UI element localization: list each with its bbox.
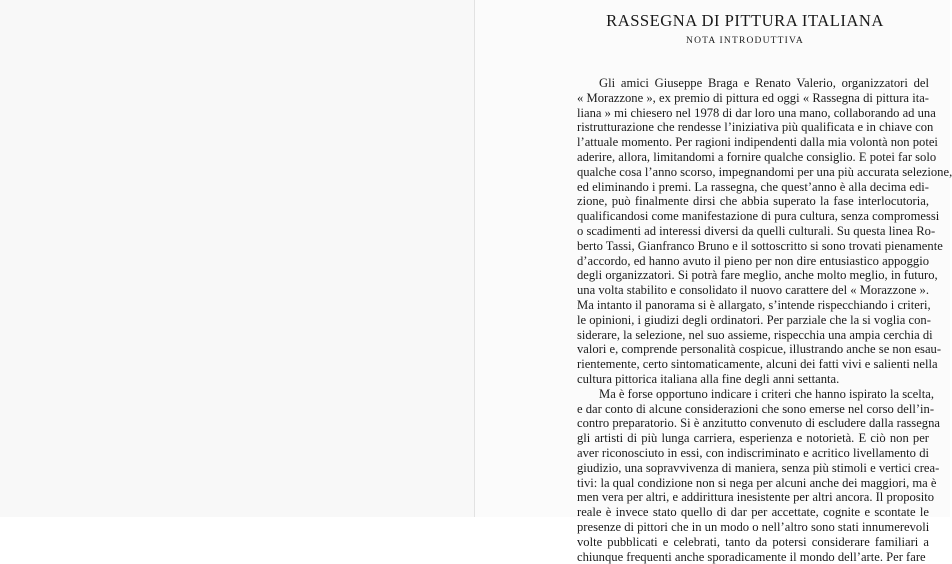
text-line: tivi: la qual condizione non si nega per alcuni anche dei maggiori, ma è <box>577 476 929 491</box>
text-line: le opinioni, i giudizi degli ordinatori. Per parziale che la si voglia con- <box>577 313 929 328</box>
text-line: Ma è forse opportuno indicare i criteri che hanno ispirato la scelta, <box>577 387 929 402</box>
text-line: men vera per altri, e addirittura inesistente per altri ancora. Il proposito <box>577 490 929 505</box>
text-line: contro preparatorio. Si è anzitutto convenuto di escludere dalla rassegna <box>577 416 929 431</box>
text-line: aderire, allora, limitandomi a fornire qualche consiglio. E potei far solo <box>577 150 929 165</box>
text-line: Ma intanto il panorama si è allargato, s’intende rispecchiando i criteri, <box>577 298 929 313</box>
paragraph <box>577 387 929 564</box>
text-line: rientemente, certo sintomaticamente, alcuni dei fatti vivi e salienti nella <box>577 357 929 372</box>
text-line: l’attuale momento. Per ragioni indipendenti dalla mia volontà non potei <box>577 135 929 150</box>
text-line: aver riconosciuto in essi, con indiscriminato e acritico livellamento di <box>577 446 929 461</box>
text-line: liana » mi chiesero nel 1978 di dar loro una mano, collaborando ad una <box>577 106 929 121</box>
text-line: zione, può finalmente dirsi che abbia superato la fase interlocutoria, <box>577 194 929 209</box>
body-text <box>577 76 929 564</box>
page-header <box>575 11 915 47</box>
text-line: una volta stabilito e consolidato il nuovo carattere del « Morazzone ». <box>577 283 929 298</box>
left-page-blank <box>0 0 475 517</box>
text-line: volte pubblicati e celebrati, tanto da potersi considerare familiari a <box>577 535 929 550</box>
text-line: giudizio, una sopravvivenza di maniera, senza più stimoli e vertici crea- <box>577 461 929 476</box>
text-line: gli artisti di più lunga carriera, esperienza e notorietà. E ciò non per <box>577 431 929 446</box>
text-line: valori e, comprende personalità cospicue, illustrando anche se non esau- <box>577 342 929 357</box>
text-line: ed eliminando i premi. La rassegna, che quest’anno è alla decima edi- <box>577 180 929 195</box>
text-line: e dar conto di alcune considerazioni che sono emerse nel corso dell’in- <box>577 402 929 417</box>
page-subtitle: NOTA INTRODUTTIVA <box>575 35 915 47</box>
paragraph <box>577 76 929 387</box>
text-line: siderare, la selezione, nel suo assieme, rispecchia una ampia cerchia di <box>577 328 929 343</box>
text-line: presenze di pittori che in un modo o nell’altro sono stati innumerevoli <box>577 520 929 535</box>
text-line: reale è invece stato quello di dar per accettate, cognite e scontate le <box>577 505 929 520</box>
page-title: RASSEGNA DI PITTURA ITALIANA <box>575 11 915 31</box>
text-line: o scadimenti ad interessi diversi da quelli culturali. Su questa linea Ro- <box>577 224 929 239</box>
text-line: ristrutturazione che rendesse l’iniziativa più qualificata e in chiave con <box>577 120 929 135</box>
text-line: chiunque frequenti anche sporadicamente il mondo dell’arte. Per fare <box>577 550 929 564</box>
text-line: degli organizzatori. Si potrà fare meglio, anche molto meglio, in futuro, <box>577 268 929 283</box>
text-line: qualche cosa l’anno scorso, impegnandomi per una più accurata selezione, <box>577 165 929 180</box>
text-line: berto Tassi, Gianfranco Bruno e il sottoscritto si sono trovati pienamente <box>577 239 929 254</box>
text-line: qualificandosi come manifestazione di pura cultura, senza compromessi <box>577 209 929 224</box>
text-line: Gli amici Giuseppe Braga e Renato Valerio, organizzatori del <box>577 76 929 91</box>
text-line: d’accordo, ed hanno avuto il pieno per non dire entusiastico appoggio <box>577 254 929 269</box>
text-line: « Morazzone », ex premio di pittura ed oggi « Rassegna di pittura ita- <box>577 91 929 106</box>
text-line: cultura pittorica italiana alla fine degli anni settanta. <box>577 372 929 387</box>
